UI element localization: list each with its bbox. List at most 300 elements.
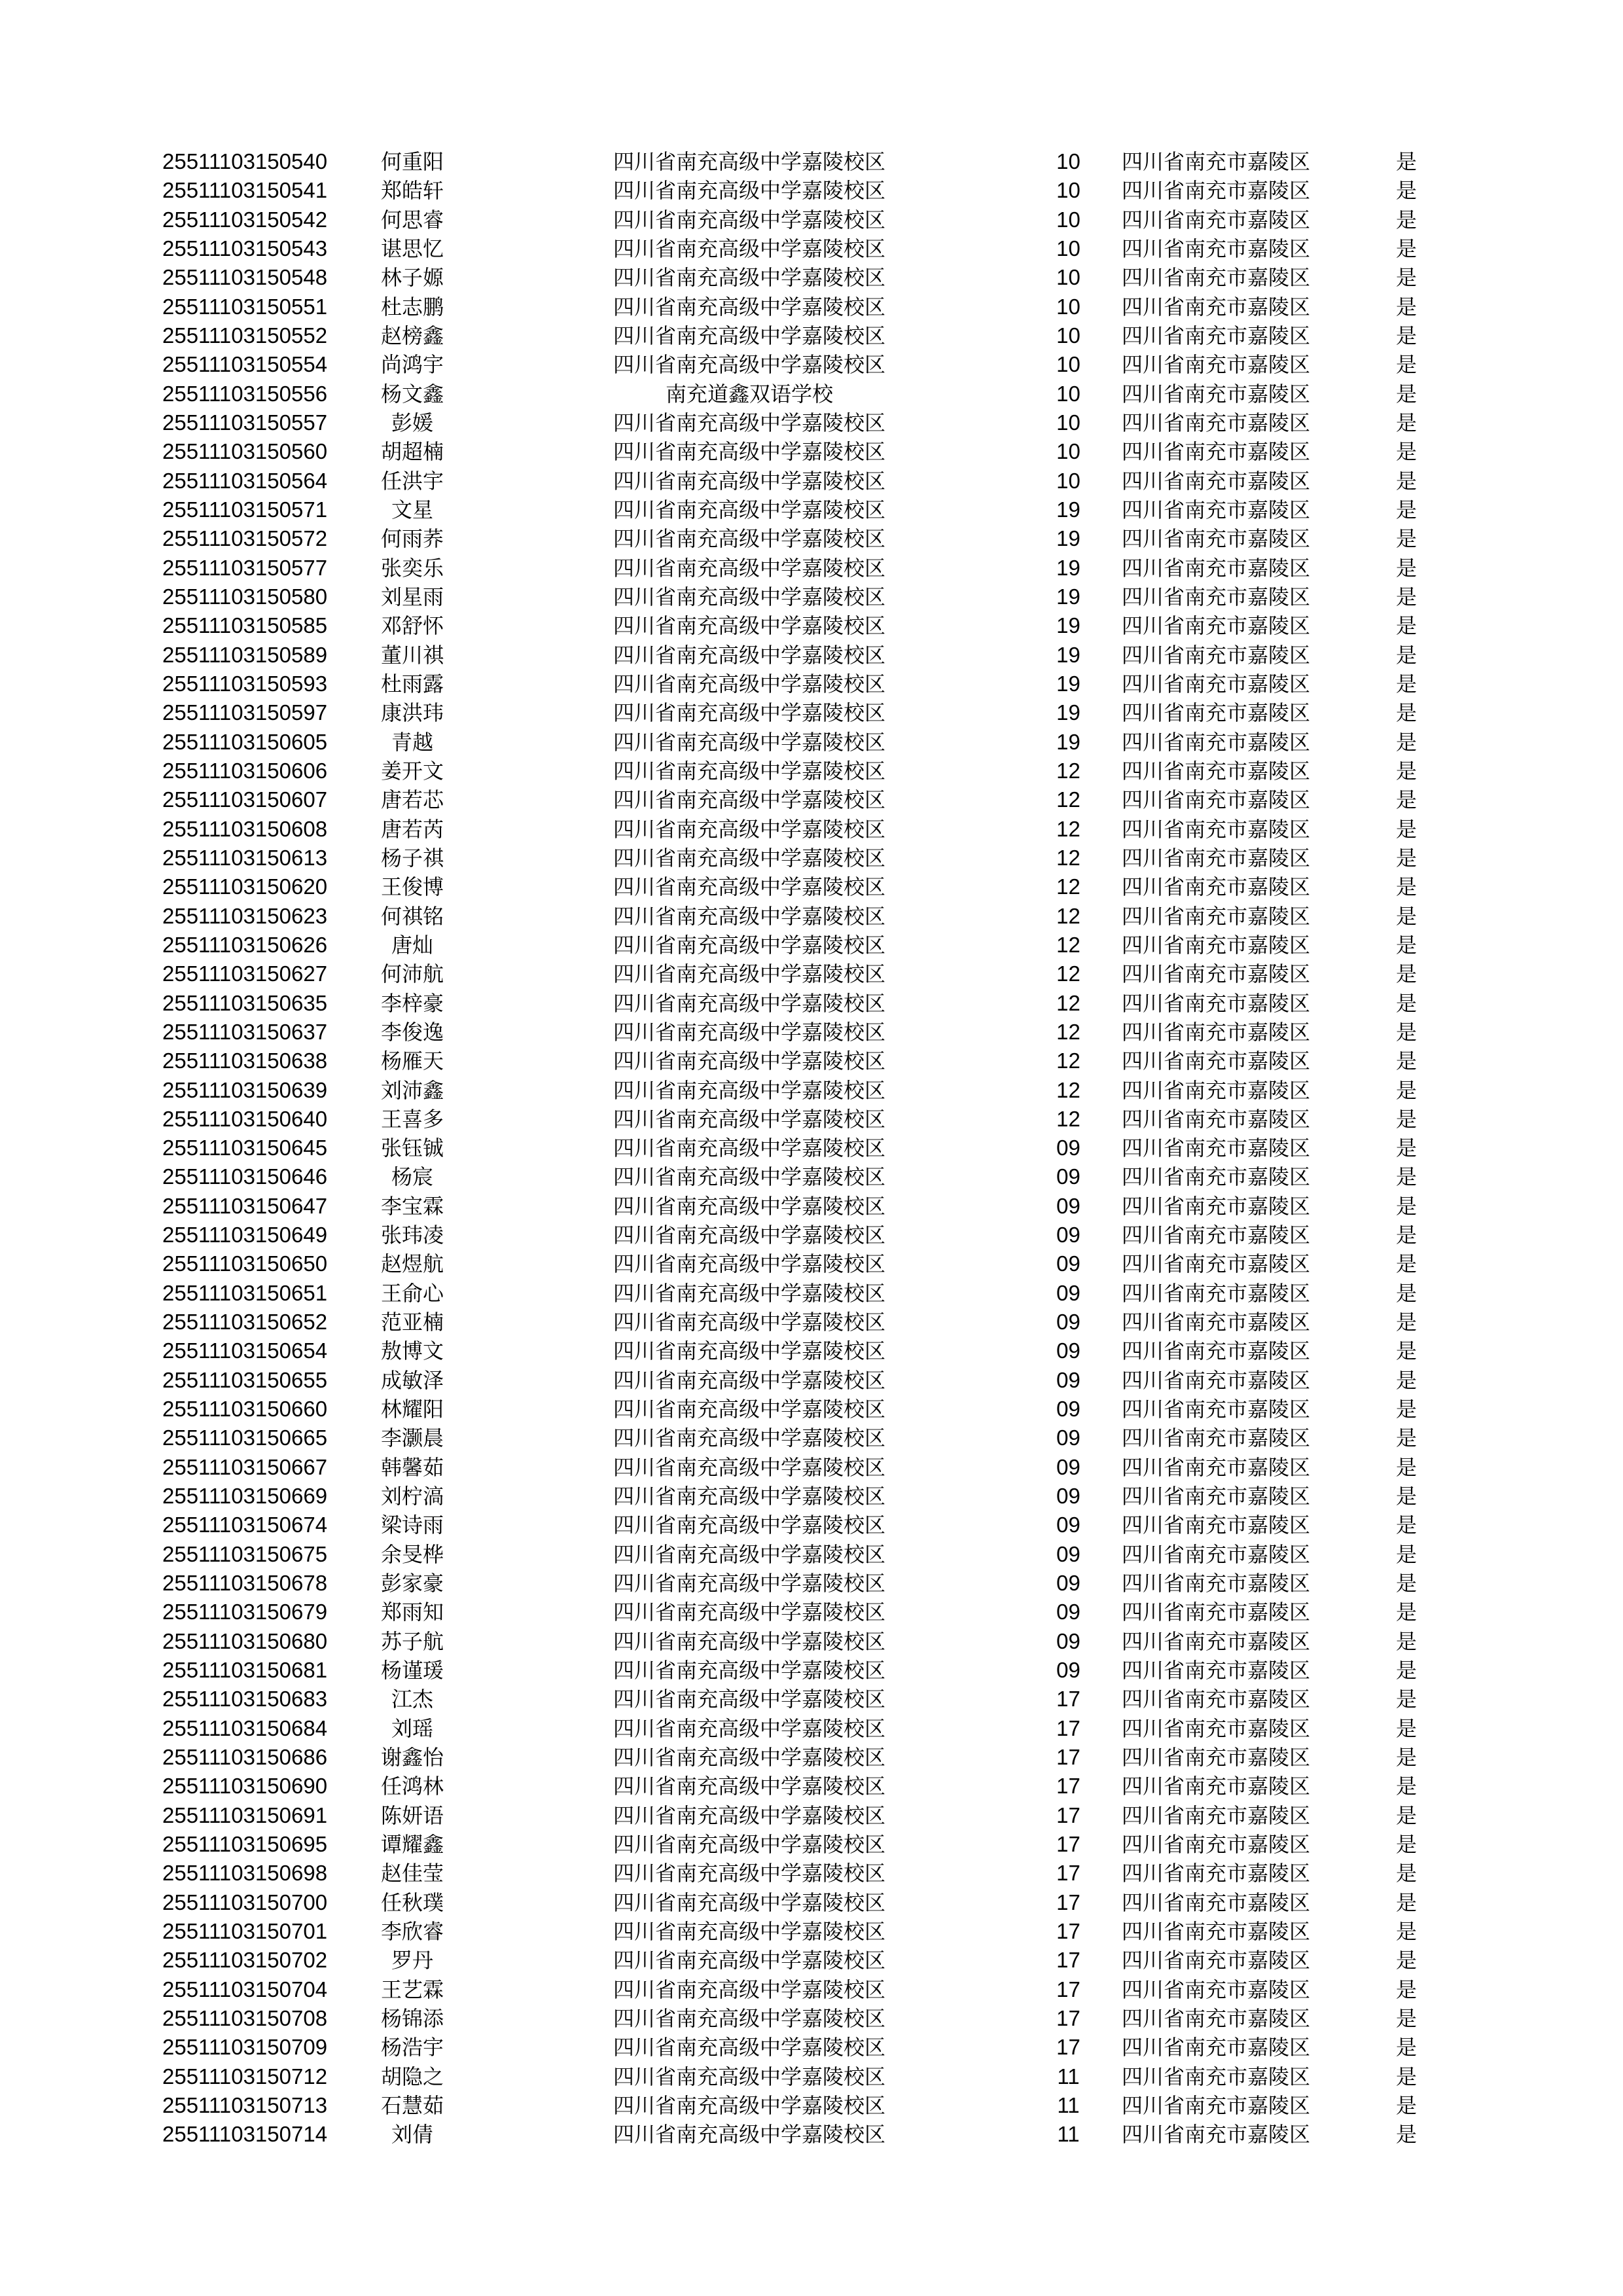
table-row xyxy=(0,1424,1623,1452)
candidate-id: 25511103150650 xyxy=(162,1251,328,1276)
candidate-id: 25511103150713 xyxy=(162,2092,328,2117)
class-number: 09 xyxy=(1056,1338,1080,1363)
student-name: 成敏泽 xyxy=(380,1367,444,1393)
table-row xyxy=(0,350,1623,379)
region-name: 四川省南充市嘉陵区 xyxy=(1122,207,1311,232)
table-row xyxy=(0,1221,1623,1249)
student-name: 董川祺 xyxy=(380,642,444,668)
candidate-id: 25511103150683 xyxy=(162,1687,328,1712)
table-row xyxy=(0,467,1623,495)
status-flag: 是 xyxy=(1396,613,1418,639)
school-name: 四川省南充高级中学嘉陵校区 xyxy=(613,1687,885,1712)
student-name: 杨锦添 xyxy=(380,2006,444,2031)
candidate-id: 25511103150543 xyxy=(162,236,328,260)
candidate-id: 25511103150704 xyxy=(162,1977,328,2001)
class-number: 09 xyxy=(1056,1223,1080,1247)
student-name: 刘柠滈 xyxy=(380,1484,444,1509)
region-name: 四川省南充市嘉陵区 xyxy=(1122,816,1311,842)
school-name: 四川省南充高级中学嘉陵校区 xyxy=(613,1715,885,1741)
table-row xyxy=(0,263,1623,292)
status-flag: 是 xyxy=(1396,903,1418,929)
region-name: 四川省南充市嘉陵区 xyxy=(1122,1426,1311,1451)
class-number: 10 xyxy=(1056,410,1080,435)
candidate-id: 25511103150577 xyxy=(162,555,328,580)
table-row xyxy=(0,554,1623,583)
school-name: 四川省南充高级中学嘉陵校区 xyxy=(613,1541,885,1567)
status-flag: 是 xyxy=(1396,294,1418,319)
school-name: 四川省南充高级中学嘉陵校区 xyxy=(613,1628,885,1654)
region-name: 四川省南充市嘉陵区 xyxy=(1122,961,1311,987)
student-name: 刘星雨 xyxy=(380,584,444,609)
class-number: 09 xyxy=(1056,1484,1080,1509)
student-name: 刘倩 xyxy=(391,2122,433,2147)
status-flag: 是 xyxy=(1396,1687,1418,1712)
class-number: 19 xyxy=(1056,700,1080,725)
table-row xyxy=(0,2004,1623,2033)
candidate-id: 25511103150626 xyxy=(162,932,328,957)
student-name: 韩馨茹 xyxy=(380,1454,444,1480)
candidate-id: 25511103150627 xyxy=(162,961,328,986)
class-number: 11 xyxy=(1057,2064,1080,2089)
status-flag: 是 xyxy=(1396,1049,1418,1074)
candidate-id: 25511103150556 xyxy=(162,381,328,406)
class-number: 19 xyxy=(1056,671,1080,696)
region-name: 四川省南充市嘉陵区 xyxy=(1122,874,1311,900)
student-name: 谢鑫怡 xyxy=(380,1745,444,1770)
table-row xyxy=(0,1540,1623,1569)
status-flag: 是 xyxy=(1396,1077,1418,1103)
region-name: 四川省南充市嘉陵区 xyxy=(1122,1164,1311,1190)
candidate-id: 25511103150623 xyxy=(162,903,328,928)
table-row xyxy=(0,437,1623,466)
school-name: 四川省南充高级中学嘉陵校区 xyxy=(613,642,885,668)
table-row xyxy=(0,902,1623,931)
table-row xyxy=(0,1366,1623,1395)
candidate-id: 25511103150585 xyxy=(162,613,328,638)
status-flag: 是 xyxy=(1396,1338,1418,1364)
status-flag: 是 xyxy=(1396,1484,1418,1509)
candidate-id: 25511103150695 xyxy=(162,1832,328,1857)
candidate-id: 25511103150669 xyxy=(162,1484,328,1509)
status-flag: 是 xyxy=(1396,990,1418,1016)
class-number: 09 xyxy=(1056,1397,1080,1422)
school-name: 四川省南充高级中学嘉陵校区 xyxy=(613,2122,885,2147)
class-number: 17 xyxy=(1056,1948,1080,1973)
student-name: 苏子航 xyxy=(380,1628,444,1654)
region-name: 四川省南充市嘉陵区 xyxy=(1122,1890,1311,1915)
candidate-id: 25511103150541 xyxy=(162,178,328,203)
candidate-id: 25511103150572 xyxy=(162,526,328,551)
status-flag: 是 xyxy=(1396,555,1418,581)
class-number: 10 xyxy=(1056,265,1080,290)
school-name: 四川省南充高级中学嘉陵校区 xyxy=(613,1890,885,1915)
class-number: 10 xyxy=(1056,207,1080,232)
student-name: 何雨荞 xyxy=(380,526,444,552)
table-row xyxy=(0,1047,1623,1075)
candidate-id: 25511103150680 xyxy=(162,1628,328,1653)
student-name: 彭家豪 xyxy=(380,1571,444,1596)
school-name: 四川省南充高级中学嘉陵校区 xyxy=(613,439,885,465)
status-flag: 是 xyxy=(1396,787,1418,813)
candidate-id: 25511103150698 xyxy=(162,1861,328,1886)
class-number: 17 xyxy=(1056,1715,1080,1740)
region-name: 四川省南充市嘉陵区 xyxy=(1122,642,1311,668)
region-name: 四川省南充市嘉陵区 xyxy=(1122,323,1311,348)
student-name: 何沛航 xyxy=(380,961,444,987)
region-name: 四川省南充市嘉陵区 xyxy=(1122,1832,1311,1857)
candidate-id: 25511103150589 xyxy=(162,642,328,667)
class-number: 17 xyxy=(1056,1745,1080,1770)
region-name: 四川省南充市嘉陵区 xyxy=(1122,1774,1311,1799)
student-name: 郑皓轩 xyxy=(380,178,444,204)
region-name: 四川省南充市嘉陵区 xyxy=(1122,1715,1311,1741)
candidate-id: 25511103150564 xyxy=(162,468,328,493)
candidate-id: 25511103150542 xyxy=(162,207,328,232)
school-name: 四川省南充高级中学嘉陵校区 xyxy=(613,1513,885,1538)
student-name: 王喜多 xyxy=(380,1106,444,1132)
student-name: 任鸿林 xyxy=(380,1774,444,1799)
region-name: 四川省南充市嘉陵区 xyxy=(1122,2064,1311,2089)
class-number: 19 xyxy=(1056,729,1080,754)
class-number: 09 xyxy=(1056,1658,1080,1683)
school-name: 四川省南充高级中学嘉陵校区 xyxy=(613,1367,885,1393)
class-number: 11 xyxy=(1057,2092,1080,2117)
student-name: 赵榜鑫 xyxy=(380,323,444,348)
status-flag: 是 xyxy=(1396,1803,1418,1828)
status-flag: 是 xyxy=(1396,323,1418,348)
school-name: 四川省南充高级中学嘉陵校区 xyxy=(613,1136,885,1161)
region-name: 四川省南充市嘉陵区 xyxy=(1122,381,1311,406)
region-name: 四川省南充市嘉陵区 xyxy=(1122,1049,1311,1074)
school-name: 四川省南充高级中学嘉陵校区 xyxy=(613,1832,885,1857)
region-name: 四川省南充市嘉陵区 xyxy=(1122,1193,1311,1219)
table-row xyxy=(0,1627,1623,1656)
region-name: 四川省南充市嘉陵区 xyxy=(1122,1019,1311,1045)
status-flag: 是 xyxy=(1396,1223,1418,1248)
status-flag: 是 xyxy=(1396,1715,1418,1741)
student-name: 尚鸿宇 xyxy=(380,352,444,378)
region-name: 四川省南充市嘉陵区 xyxy=(1122,149,1311,174)
status-flag: 是 xyxy=(1396,2035,1418,2060)
region-name: 四川省南充市嘉陵区 xyxy=(1122,468,1311,493)
status-flag: 是 xyxy=(1396,1193,1418,1219)
region-name: 四川省南充市嘉陵区 xyxy=(1122,178,1311,204)
status-flag: 是 xyxy=(1396,932,1418,958)
status-flag: 是 xyxy=(1396,1106,1418,1132)
region-name: 四川省南充市嘉陵区 xyxy=(1122,265,1311,291)
status-flag: 是 xyxy=(1396,1426,1418,1451)
student-name: 邓舒怀 xyxy=(380,613,444,639)
status-flag: 是 xyxy=(1396,671,1418,696)
table-row xyxy=(0,1162,1623,1191)
student-name: 何重阳 xyxy=(380,149,444,174)
school-name: 四川省南充高级中学嘉陵校区 xyxy=(613,2006,885,2031)
candidate-id: 25511103150635 xyxy=(162,990,328,1015)
student-name: 唐若芯 xyxy=(380,787,444,813)
status-flag: 是 xyxy=(1396,1948,1418,1973)
student-name: 谌思忆 xyxy=(380,236,444,261)
status-flag: 是 xyxy=(1396,729,1418,755)
school-name: 四川省南充高级中学嘉陵校区 xyxy=(613,468,885,493)
school-name: 四川省南充高级中学嘉陵校区 xyxy=(613,758,885,783)
table-row xyxy=(0,1743,1623,1772)
school-name: 四川省南充高级中学嘉陵校区 xyxy=(613,1600,885,1625)
candidate-id: 25511103150551 xyxy=(162,294,328,319)
student-name: 青越 xyxy=(391,729,433,755)
table-row xyxy=(0,698,1623,727)
school-name: 四川省南充高级中学嘉陵校区 xyxy=(613,1280,885,1306)
class-number: 19 xyxy=(1056,555,1080,580)
region-name: 四川省南充市嘉陵区 xyxy=(1122,1571,1311,1596)
table-row xyxy=(0,293,1623,321)
student-name: 何思睿 xyxy=(380,207,444,232)
table-row xyxy=(0,1511,1623,1539)
region-name: 四川省南充市嘉陵区 xyxy=(1122,613,1311,639)
status-flag: 是 xyxy=(1396,1251,1418,1277)
student-name: 唐若芮 xyxy=(380,816,444,842)
candidate-id: 25511103150675 xyxy=(162,1541,328,1566)
region-name: 四川省南充市嘉陵区 xyxy=(1122,1367,1311,1393)
region-name: 四川省南充市嘉陵区 xyxy=(1122,1513,1311,1538)
table-row xyxy=(0,524,1623,553)
student-name: 王俊博 xyxy=(380,874,444,900)
table-row xyxy=(0,1076,1623,1105)
student-name: 胡隐之 xyxy=(380,2064,444,2089)
region-name: 四川省南充市嘉陵区 xyxy=(1122,1541,1311,1567)
class-number: 19 xyxy=(1056,613,1080,638)
table-row xyxy=(0,2062,1623,2091)
candidate-id: 25511103150605 xyxy=(162,729,328,754)
region-name: 四川省南充市嘉陵区 xyxy=(1122,1251,1311,1277)
school-name: 四川省南充高级中学嘉陵校区 xyxy=(613,1658,885,1683)
table-row xyxy=(0,728,1623,757)
status-flag: 是 xyxy=(1396,178,1418,204)
status-flag: 是 xyxy=(1396,2122,1418,2147)
student-name: 林子嫄 xyxy=(380,265,444,291)
class-number: 09 xyxy=(1056,1280,1080,1305)
student-name: 李欣睿 xyxy=(380,1919,444,1945)
student-name: 范亚楠 xyxy=(380,1310,444,1335)
table-row xyxy=(0,408,1623,437)
school-name: 四川省南充高级中学嘉陵校区 xyxy=(613,265,885,291)
class-number: 17 xyxy=(1056,1919,1080,1944)
table-row xyxy=(0,757,1623,785)
region-name: 四川省南充市嘉陵区 xyxy=(1122,1628,1311,1654)
candidate-id: 25511103150571 xyxy=(162,497,328,522)
status-flag: 是 xyxy=(1396,1164,1418,1190)
table-row xyxy=(0,960,1623,988)
status-flag: 是 xyxy=(1396,1397,1418,1422)
candidate-id: 25511103150560 xyxy=(162,439,328,464)
table-row xyxy=(0,2033,1623,2062)
class-number: 12 xyxy=(1056,787,1080,812)
region-name: 四川省南充市嘉陵区 xyxy=(1122,497,1311,522)
region-name: 四川省南充市嘉陵区 xyxy=(1122,903,1311,929)
candidate-id: 25511103150686 xyxy=(162,1745,328,1770)
table-row xyxy=(0,1859,1623,1888)
student-name: 何祺铭 xyxy=(380,903,444,929)
region-name: 四川省南充市嘉陵区 xyxy=(1122,236,1311,261)
class-number: 09 xyxy=(1056,1571,1080,1596)
status-flag: 是 xyxy=(1396,1019,1418,1045)
status-flag: 是 xyxy=(1396,526,1418,552)
table-row xyxy=(0,495,1623,524)
roster-table xyxy=(0,147,1623,2149)
school-name: 四川省南充高级中学嘉陵校区 xyxy=(613,1484,885,1509)
school-name: 四川省南充高级中学嘉陵校区 xyxy=(613,555,885,581)
school-name: 四川省南充高级中学嘉陵校区 xyxy=(613,2064,885,2089)
school-name: 四川省南充高级中学嘉陵校区 xyxy=(613,1193,885,1219)
school-name: 四川省南充高级中学嘉陵校区 xyxy=(613,1861,885,1886)
school-name: 四川省南充高级中学嘉陵校区 xyxy=(613,1397,885,1422)
status-flag: 是 xyxy=(1396,265,1418,291)
region-name: 四川省南充市嘉陵区 xyxy=(1122,1745,1311,1770)
student-name: 王艺霖 xyxy=(380,1977,444,2002)
table-row xyxy=(0,872,1623,901)
candidate-id: 25511103150608 xyxy=(162,816,328,841)
student-name: 张玮凌 xyxy=(380,1223,444,1248)
student-name: 杜雨露 xyxy=(380,671,444,696)
class-number: 12 xyxy=(1056,1049,1080,1073)
region-name: 四川省南充市嘉陵区 xyxy=(1122,1280,1311,1306)
region-name: 四川省南充市嘉陵区 xyxy=(1122,1106,1311,1132)
class-number: 09 xyxy=(1056,1164,1080,1189)
table-row xyxy=(0,815,1623,844)
table-row xyxy=(0,844,1623,872)
school-name: 四川省南充高级中学嘉陵校区 xyxy=(613,1251,885,1277)
table-row xyxy=(0,1598,1623,1626)
status-flag: 是 xyxy=(1396,2064,1418,2089)
table-row xyxy=(0,1249,1623,1278)
table-row xyxy=(0,1192,1623,1221)
class-number: 09 xyxy=(1056,1541,1080,1566)
status-flag: 是 xyxy=(1396,1600,1418,1625)
class-number: 17 xyxy=(1056,2006,1080,2030)
status-flag: 是 xyxy=(1396,1280,1418,1306)
region-name: 四川省南充市嘉陵区 xyxy=(1122,555,1311,581)
region-name: 四川省南充市嘉陵区 xyxy=(1122,700,1311,726)
table-row xyxy=(0,1569,1623,1598)
region-name: 四川省南充市嘉陵区 xyxy=(1122,294,1311,319)
status-flag: 是 xyxy=(1396,2006,1418,2031)
school-name: 四川省南充高级中学嘉陵校区 xyxy=(613,816,885,842)
school-name: 四川省南充高级中学嘉陵校区 xyxy=(613,1077,885,1103)
student-name: 李灏晨 xyxy=(380,1426,444,1451)
class-number: 17 xyxy=(1056,1861,1080,1886)
candidate-id: 25511103150701 xyxy=(162,1919,328,1944)
table-row xyxy=(0,670,1623,698)
status-flag: 是 xyxy=(1396,439,1418,465)
class-number: 17 xyxy=(1056,1803,1080,1827)
candidate-id: 25511103150638 xyxy=(162,1049,328,1073)
candidate-id: 25511103150702 xyxy=(162,1948,328,1973)
table-row xyxy=(0,1685,1623,1713)
table-row xyxy=(0,1482,1623,1511)
table-row xyxy=(0,1279,1623,1308)
student-name: 余旻桦 xyxy=(380,1541,444,1567)
table-row xyxy=(0,1134,1623,1162)
student-name: 康洪玮 xyxy=(380,700,444,726)
candidate-id: 25511103150593 xyxy=(162,671,328,696)
region-name: 四川省南充市嘉陵区 xyxy=(1122,1077,1311,1103)
status-flag: 是 xyxy=(1396,468,1418,493)
school-name: 四川省南充高级中学嘉陵校区 xyxy=(613,787,885,813)
class-number: 09 xyxy=(1056,1513,1080,1537)
candidate-id: 25511103150681 xyxy=(162,1658,328,1683)
region-name: 四川省南充市嘉陵区 xyxy=(1122,1136,1311,1161)
table-row xyxy=(0,1888,1623,1917)
candidate-id: 25511103150667 xyxy=(162,1454,328,1479)
table-row xyxy=(0,931,1623,960)
table-row xyxy=(0,147,1623,176)
class-number: 09 xyxy=(1056,1628,1080,1653)
table-row xyxy=(0,1395,1623,1424)
status-flag: 是 xyxy=(1396,1136,1418,1161)
table-row xyxy=(0,785,1623,814)
class-number: 17 xyxy=(1056,1890,1080,1914)
class-number: 10 xyxy=(1056,323,1080,348)
class-number: 10 xyxy=(1056,149,1080,173)
school-name: 四川省南充高级中学嘉陵校区 xyxy=(613,845,885,870)
candidate-id: 25511103150647 xyxy=(162,1193,328,1218)
student-name: 姜开文 xyxy=(380,758,444,783)
school-name: 四川省南充高级中学嘉陵校区 xyxy=(613,526,885,552)
school-name: 四川省南充高级中学嘉陵校区 xyxy=(613,671,885,696)
status-flag: 是 xyxy=(1396,1890,1418,1915)
candidate-id: 25511103150548 xyxy=(162,265,328,290)
school-name: 四川省南充高级中学嘉陵校区 xyxy=(613,1919,885,1945)
class-number: 12 xyxy=(1056,758,1080,783)
student-name: 江杰 xyxy=(391,1687,433,1712)
table-row xyxy=(0,1917,1623,1946)
school-name: 四川省南充高级中学嘉陵校区 xyxy=(613,1803,885,1828)
candidate-id: 25511103150712 xyxy=(162,2064,328,2089)
status-flag: 是 xyxy=(1396,961,1418,987)
status-flag: 是 xyxy=(1396,816,1418,842)
candidate-id: 25511103150613 xyxy=(162,845,328,870)
status-flag: 是 xyxy=(1396,874,1418,900)
class-number: 19 xyxy=(1056,497,1080,522)
candidate-id: 25511103150652 xyxy=(162,1310,328,1335)
table-row xyxy=(0,2120,1623,2149)
candidate-id: 25511103150708 xyxy=(162,2006,328,2030)
student-name: 陈妍语 xyxy=(380,1803,444,1828)
table-row xyxy=(0,321,1623,350)
school-name: 四川省南充高级中学嘉陵校区 xyxy=(613,294,885,319)
school-name: 四川省南充高级中学嘉陵校区 xyxy=(613,729,885,755)
status-flag: 是 xyxy=(1396,1628,1418,1654)
table-row xyxy=(0,611,1623,640)
status-flag: 是 xyxy=(1396,584,1418,609)
region-name: 四川省南充市嘉陵区 xyxy=(1122,2006,1311,2031)
region-name: 四川省南充市嘉陵区 xyxy=(1122,787,1311,813)
candidate-id: 25511103150674 xyxy=(162,1513,328,1537)
table-row xyxy=(0,1308,1623,1336)
school-name: 四川省南充高级中学嘉陵校区 xyxy=(613,1426,885,1451)
school-name: 四川省南充高级中学嘉陵校区 xyxy=(613,932,885,958)
table-row xyxy=(0,1714,1623,1743)
status-flag: 是 xyxy=(1396,642,1418,668)
school-name: 四川省南充高级中学嘉陵校区 xyxy=(613,497,885,522)
status-flag: 是 xyxy=(1396,1919,1418,1945)
school-name: 四川省南充高级中学嘉陵校区 xyxy=(613,323,885,348)
student-name: 杨文鑫 xyxy=(380,381,444,406)
candidate-id: 25511103150709 xyxy=(162,2035,328,2060)
school-name: 四川省南充高级中学嘉陵校区 xyxy=(613,1223,885,1248)
status-flag: 是 xyxy=(1396,236,1418,261)
candidate-id: 25511103150620 xyxy=(162,874,328,899)
table-row xyxy=(0,1018,1623,1047)
